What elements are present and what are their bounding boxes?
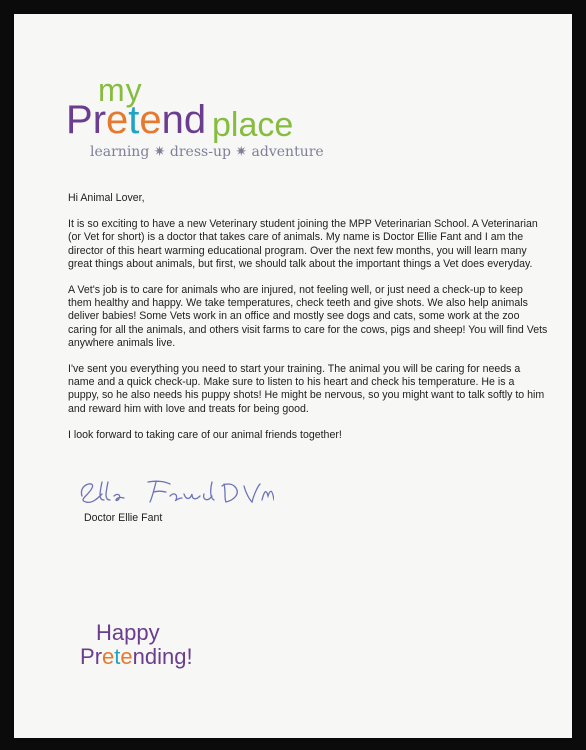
happy-pretending-logo	[80, 620, 220, 680]
logo-pretend-letter: r	[92, 98, 107, 142]
pretending-letter: t	[114, 644, 121, 669]
logo-tagline: learning ✷ dress-up ✷ adventure	[90, 144, 324, 160]
pretending-letter: !	[186, 644, 193, 669]
logo-pretend-letter: P	[66, 98, 93, 142]
my-pretend-place-logo	[66, 72, 324, 170]
pretending-letter: e	[102, 644, 115, 669]
paragraph-1: It is so exciting to have a new Veterinary student joining the MPP Veterinarian School. A Veterinarian (or Vet for short) is a doctor that takes care of animals. My name is Doctor Ellie Fant and I am the director of this heart warming educational program. Over the next few months, you will learn many great things about animals, but first, we should talk about the important things a Vet does everyday.	[68, 218, 538, 270]
paragraph-3: I've sent you everything you need to start your training. The animal you will be caring for needs a name and a quick check-up. Make sure to listen to his heart and check his temperature. He is a puppy, so he also needs his puppy shots! He might be nervous, so you might want to talk softly to him and reward him with love and treats for being good.	[68, 363, 545, 415]
logo-pretend-letter: d	[183, 98, 207, 142]
letter-page	[14, 14, 572, 738]
logo-pretend	[66, 98, 206, 142]
pretending-letter: P	[80, 644, 95, 669]
pretending-letter: r	[94, 644, 103, 669]
happy-word: Happy	[96, 620, 160, 645]
logo-my: my	[98, 72, 143, 108]
paragraph-4: I look forward to taking care of our animal friends together!	[68, 428, 342, 441]
pretending-letter: d	[144, 644, 158, 669]
greeting: Hi Animal Lover,	[68, 192, 145, 204]
pretending-letter: g	[174, 644, 187, 669]
signer-name: Doctor Ellie Fant	[84, 512, 163, 524]
pretending-letter: i	[157, 644, 163, 669]
pretending-letter: n	[162, 644, 175, 669]
logo-pretend-letter: e	[139, 98, 162, 142]
logo-pretend-letter: t	[128, 98, 140, 142]
pretending-word	[80, 644, 193, 670]
logo-place: place	[212, 106, 294, 144]
logo-pretend-letter: n	[161, 98, 184, 142]
paragraph-2: A Vet's job is to care for animals who are injured, not feeling well, or just need a check-up to keep them healthy and happy. We take temperatures, check teeth and give shots. We also help animals deliver babies! Some Vets work in an office and mostly see dogs and cats, some work at the zoo caring for all the animals, and others visit farms to care for the cows, pigs and sheep! You will find Vets anywhere animals live.	[68, 284, 548, 349]
logo-pretend-letter: e	[106, 98, 129, 142]
letter-body	[68, 192, 548, 455]
handwritten-signature	[74, 474, 274, 508]
pretending-letter: e	[120, 644, 133, 669]
pretending-letter: n	[132, 644, 145, 669]
